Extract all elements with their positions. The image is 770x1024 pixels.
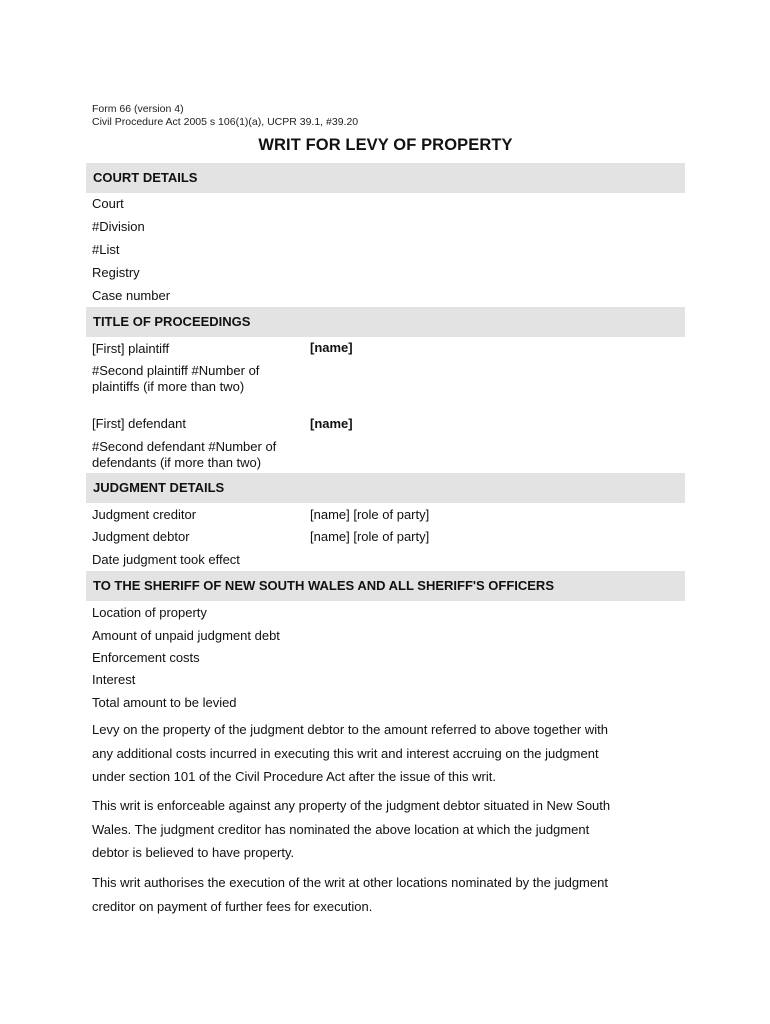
second-plaintiff-label-line2: plaintiffs (if more than two) <box>92 379 245 394</box>
first-defendant-value: [name] <box>310 416 353 431</box>
list-label: #List <box>92 242 120 257</box>
first-defendant-label: [First] defendant <box>92 416 186 431</box>
interest-label: Interest <box>92 672 136 687</box>
enforceable-paragraph-line1: This writ is enforceable against any property of the judgment debtor situated in New South <box>92 798 611 813</box>
sheriff-heading: TO THE SHERIFF OF NEW SOUTH WALES AND ALL SHERIFF'S OFFICERS <box>86 571 685 601</box>
second-plaintiff-label-line1: #Second plaintiff #Number of <box>92 363 260 378</box>
unpaid-judgment-debt-label: Amount of unpaid judgment debt <box>92 628 280 643</box>
legislation-reference: Civil Procedure Act 2005 s 106(1)(a), UCPR 39.1, #39.20 <box>92 116 359 128</box>
form-meta <box>92 103 358 129</box>
registry-label: Registry <box>92 265 140 280</box>
division-label: #Division <box>92 219 145 234</box>
levy-paragraph-line3: under section 101 of the Civil Procedure Act after the issue of this writ. <box>92 769 496 784</box>
second-defendant-label-line1: #Second defendant #Number of <box>92 439 277 454</box>
date-judgment-label: Date judgment took effect <box>92 552 240 567</box>
first-plaintiff-value: [name] <box>310 340 353 355</box>
second-defendant-label-line2: defendants (if more than two) <box>92 455 262 470</box>
enforcement-costs-label: Enforcement costs <box>92 650 200 665</box>
judgment-debtor-value: [name] [role of party] <box>310 529 430 544</box>
judgment-details-heading: JUDGMENT DETAILS <box>86 473 685 503</box>
case-number-label: Case number <box>92 288 171 303</box>
total-amount-label: Total amount to be levied <box>92 695 237 710</box>
form-number: Form 66 (version 4) <box>92 103 184 115</box>
title-of-proceedings-heading: TITLE OF PROCEEDINGS <box>86 307 685 337</box>
enforceable-paragraph <box>92 794 672 865</box>
judgment-debtor-label: Judgment debtor <box>92 529 190 544</box>
authorises-paragraph <box>92 871 672 918</box>
location-of-property-label: Location of property <box>92 605 207 620</box>
court-details-heading: COURT DETAILS <box>86 163 685 193</box>
judgment-creditor-value: [name] [role of party] <box>310 507 430 522</box>
enforceable-paragraph-line2: Wales. The judgment creditor has nominated the above location at which the judgment <box>92 821 590 837</box>
judgment-creditor-label: Judgment creditor <box>92 507 197 522</box>
enforceable-paragraph-line3: debtor is believed to have property. <box>92 845 295 860</box>
levy-paragraph-line1: Levy on the property of the judgment debtor to the amount referred to above together with <box>92 722 608 737</box>
authorises-paragraph-line2: creditor on payment of further fees for execution. <box>92 898 373 914</box>
court-label: Court <box>92 196 124 211</box>
authorises-paragraph-line1: This writ authorises the execution of the writ at other locations nominated by the judgment <box>92 875 608 890</box>
levy-paragraph-line2: any additional costs incurred in executing this writ and interest accruing on the judgment <box>92 745 599 761</box>
document-title: WRIT FOR LEVY OF PROPERTY <box>258 136 513 154</box>
levy-paragraph <box>92 718 672 789</box>
first-plaintiff-label: [First] plaintiff <box>92 341 170 356</box>
